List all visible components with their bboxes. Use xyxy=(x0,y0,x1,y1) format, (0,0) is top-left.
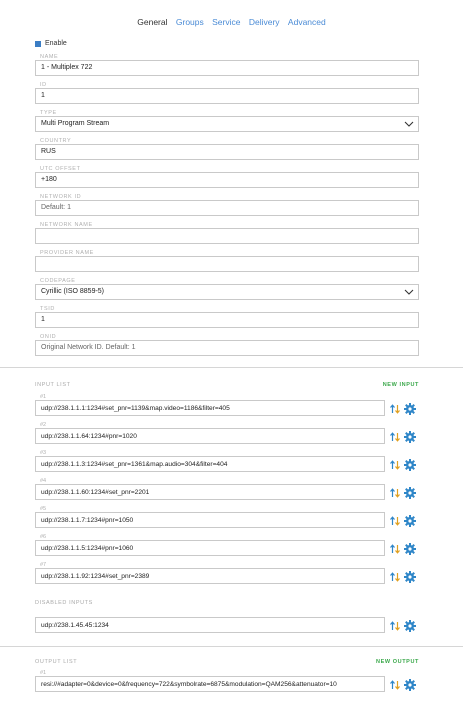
codepage-value: Cyrillic (ISO 8859-5) xyxy=(41,288,105,295)
gear-icon[interactable] xyxy=(404,542,416,554)
input-row[interactable] xyxy=(35,506,385,528)
swap-order-icon[interactable] xyxy=(389,570,401,582)
input-index-label: #5 xyxy=(40,506,47,512)
tab-service[interactable]: Service xyxy=(212,17,241,27)
input-row[interactable] xyxy=(35,478,385,500)
swap-order-icon[interactable] xyxy=(389,402,401,414)
swap-order-icon[interactable] xyxy=(389,678,401,690)
country-label: COUNTRY xyxy=(40,138,72,144)
type-select[interactable] xyxy=(35,110,419,132)
tsid-label: TSID xyxy=(40,306,55,312)
utc-offset-value: +180 xyxy=(41,176,57,183)
swap-order-icon[interactable] xyxy=(389,458,401,470)
network-name-field[interactable] xyxy=(35,222,419,244)
disabled-input-url: udp://238.1.45.45:1234 xyxy=(41,621,109,629)
new-output-button[interactable]: NEW OUTPUT xyxy=(376,659,419,665)
section-divider xyxy=(0,646,463,647)
chevron-down-icon[interactable] xyxy=(404,119,414,129)
swap-order-icon[interactable] xyxy=(389,542,401,554)
output-list-title: OUTPUT LIST xyxy=(35,659,78,665)
onid-label: ONID xyxy=(40,334,57,340)
codepage-select[interactable] xyxy=(35,278,419,300)
type-value: Multi Program Stream xyxy=(41,120,110,127)
utc-offset-field[interactable] xyxy=(35,166,419,188)
network-id-placeholder: Default: 1 xyxy=(41,204,71,211)
onid-field[interactable] xyxy=(35,334,419,356)
gear-icon[interactable] xyxy=(404,514,416,526)
country-value: RUS xyxy=(41,148,56,155)
network-id-field[interactable] xyxy=(35,194,419,216)
swap-order-icon[interactable] xyxy=(389,619,401,631)
provider-name-label: PROVIDER NAME xyxy=(40,250,94,256)
enable-checkbox-row[interactable] xyxy=(35,40,67,47)
chevron-down-icon[interactable] xyxy=(404,287,414,297)
tab-groups[interactable]: Groups xyxy=(175,17,204,27)
input-row[interactable] xyxy=(35,394,385,416)
type-label: TYPE xyxy=(40,110,57,116)
input-url: udp://238.1.1.3:1234#set_pnr=1361&map.audio=304&filter=404 xyxy=(41,460,228,468)
input-index-label: #4 xyxy=(40,478,47,484)
input-url: udp://238.1.1.64:1234#pnr=1020 xyxy=(41,432,137,440)
input-url: udp://238.1.1.60:1234#set_pnr=2201 xyxy=(41,488,150,496)
input-url: udp://238.1.1.7:1234#pnr=1050 xyxy=(41,516,134,524)
input-row[interactable] xyxy=(35,534,385,556)
disabled-inputs-title: DISABLED INPUTS xyxy=(35,600,93,606)
input-index-label: #6 xyxy=(40,534,47,540)
id-value: 1 xyxy=(41,92,45,99)
new-input-button[interactable]: NEW INPUT xyxy=(382,382,419,388)
section-divider xyxy=(0,367,463,368)
gear-icon[interactable] xyxy=(404,458,416,470)
tsid-value: 1 xyxy=(41,316,45,323)
codepage-label: CODEPAGE xyxy=(40,278,76,284)
input-url: udp://238.1.1.5:1234#pnr=1060 xyxy=(41,544,134,552)
input-url: udp://238.1.1.1:1234#set_pnr=1139&map.video=1186&filter=405 xyxy=(41,404,230,412)
input-list-title: INPUT LIST xyxy=(35,382,71,388)
tab-general[interactable]: General xyxy=(137,17,168,27)
gear-icon[interactable] xyxy=(404,430,416,442)
name-value: 1 - Multiplex 722 xyxy=(41,64,93,71)
country-field[interactable] xyxy=(35,138,419,160)
input-row[interactable] xyxy=(35,450,385,472)
gear-icon[interactable] xyxy=(404,486,416,498)
swap-order-icon[interactable] xyxy=(389,430,401,442)
network-name-label: NETWORK NAME xyxy=(40,222,93,228)
input-index-label: #1 xyxy=(40,394,47,400)
disabled-input-row[interactable] xyxy=(35,617,385,633)
input-row[interactable] xyxy=(35,562,385,584)
gear-icon[interactable] xyxy=(404,570,416,582)
swap-order-icon[interactable] xyxy=(389,514,401,526)
output-index-label: #1 xyxy=(40,670,47,676)
tab-bar xyxy=(0,17,463,27)
swap-order-icon[interactable] xyxy=(389,486,401,498)
id-field[interactable] xyxy=(35,82,419,104)
enable-label: Enable xyxy=(45,40,67,47)
input-index-label: #7 xyxy=(40,562,47,568)
output-url: resi://#adapter=0&device=0&frequency=722&symbolrate=6875&modulation=QAM256&attenuator=10 xyxy=(41,680,337,688)
output-row[interactable] xyxy=(35,670,385,692)
gear-icon[interactable] xyxy=(404,619,416,631)
name-field[interactable] xyxy=(35,54,419,76)
input-index-label: #2 xyxy=(40,422,47,428)
input-row[interactable] xyxy=(35,422,385,444)
network-id-label: NETWORK ID xyxy=(40,194,82,200)
gear-icon[interactable] xyxy=(404,402,416,414)
id-label: ID xyxy=(40,82,47,88)
name-label: NAME xyxy=(40,54,59,60)
tab-delivery[interactable]: Delivery xyxy=(248,17,280,27)
gear-icon[interactable] xyxy=(404,678,416,690)
utc-offset-label: UTC OFFSET xyxy=(40,166,81,172)
tsid-field[interactable] xyxy=(35,306,419,328)
input-index-label: #3 xyxy=(40,450,47,456)
provider-name-field[interactable] xyxy=(35,250,419,272)
onid-placeholder: Original Network ID. Default: 1 xyxy=(41,344,136,351)
enable-checkbox[interactable] xyxy=(35,41,41,47)
tab-advanced[interactable]: Advanced xyxy=(287,17,326,27)
input-url: udp://238.1.1.92:1234#set_pnr=2389 xyxy=(41,572,150,580)
